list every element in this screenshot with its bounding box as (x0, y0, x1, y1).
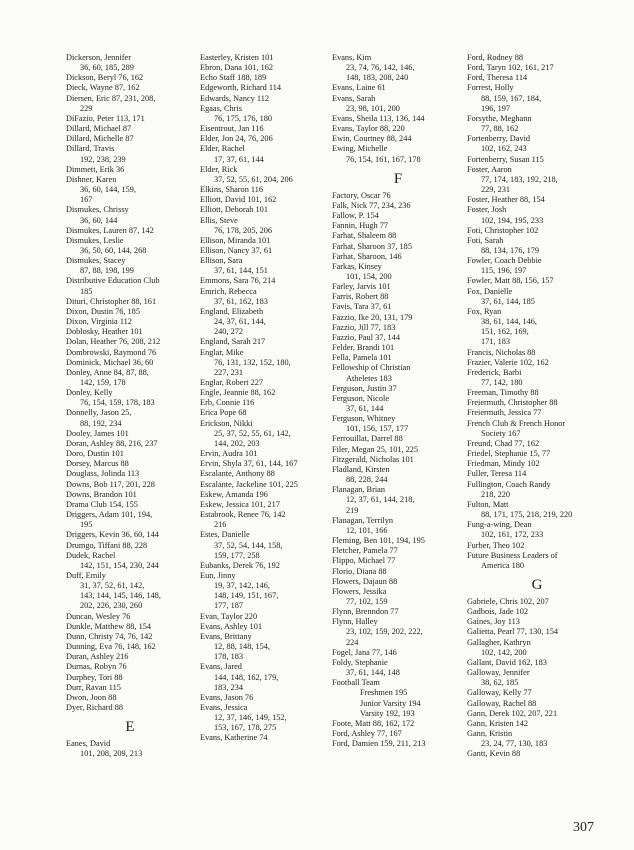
index-entry: Englar, Robert 227 (200, 378, 264, 387)
index-entry: England, Elizabeth (200, 306, 264, 316)
section-letter-heading: G (531, 576, 543, 593)
index-entry-continuation: 115, 196, 197 (481, 266, 527, 276)
index-entry: Farhat, Sharoon, 146 (332, 251, 402, 261)
index-entry: Fox, Ryan (467, 306, 502, 316)
index-entry-continuation: 144, 202, 203 (214, 438, 260, 448)
index-entry: Durphey, Tori 88 (66, 672, 123, 682)
index-entry: Frederick, Barbi (467, 367, 522, 377)
index-entry: Evan, Taylor 220 (200, 611, 258, 621)
index-entry: Ferguson, Justin 37 (332, 383, 397, 393)
index-entry: Farkas, Kinsey (332, 261, 382, 271)
index-entry: Dieck, Wayne 87, 162 (66, 83, 140, 93)
index-entry-continuation: 37, 52, 54, 144, 158, (214, 540, 283, 550)
index-entry: Fulton, Matt (467, 499, 509, 509)
index-entry: Forsythe, Meghann (467, 113, 532, 123)
index-entry: Foti, Christopher 102 (467, 225, 539, 235)
index-entry-continuation: 183, 234 (214, 682, 244, 692)
index-entry-continuation: Society 167 (481, 428, 521, 438)
index-column-4 (467, 53, 607, 759)
index-entry-continuation: 101, 208, 209, 213 (80, 749, 143, 759)
index-entry: Freiermuth, Christopher 88 (467, 398, 558, 408)
index-entry: Engle, Jeannie 88, 162 (200, 388, 276, 398)
index-entry: Duran, Ashley 216 (66, 652, 129, 662)
index-entry-continuation: 77, 88, 162 (481, 124, 519, 134)
index-entry: Galloway, Kelly 77 (467, 688, 532, 698)
index-entry: Flynn, Brenndon 77 (332, 607, 399, 617)
index-entry: Dismukes, Leslie (66, 235, 124, 245)
index-entry: Dixon, Virginia 112 (66, 317, 132, 327)
index-entry: Evans, Taylor 88, 220 (332, 124, 405, 134)
index-entry: Donley, Anne 84, 87, 88, (66, 367, 149, 377)
index-entry-continuation: 229, 231 (481, 185, 511, 195)
index-entry: Ervin, Audra 101 (200, 449, 258, 459)
index-entry: Drama Club 154, 155 (66, 499, 138, 509)
index-entry: Friedman, Mindy 102 (467, 459, 540, 469)
index-entry: Fowler, Coach Debbie (467, 256, 542, 266)
index-entry-continuation: 37, 61, 144 (346, 404, 384, 413)
index-entry: Ewin, Courtney 88, 244 (332, 134, 412, 144)
index-entry: Edgeworth, Richard 114 (200, 83, 282, 93)
index-entry-continuation: 76, 154, 161, 167, 178 (346, 154, 421, 164)
index-entry-continuation: 23, 24, 77, 130, 183 (481, 739, 548, 749)
index-entry: Foldy, Stephanie (332, 657, 388, 667)
index-entry: Elliott, David 101, 162 (200, 195, 277, 205)
index-entry-continuation: 23, 98, 101, 200 (346, 103, 400, 113)
index-entry: Gadbois, Jade 102 (467, 607, 529, 617)
index-entry: Gann, Kristin (467, 729, 513, 738)
index-entry: Downs, Bob 117, 201, 228 (66, 479, 155, 489)
index-entry-continuation: 101, 154, 200 (346, 271, 392, 281)
index-entry: Fuller, Teresa 114 (467, 469, 527, 479)
index-entry: Gabriele, Chris 102, 207 (467, 596, 549, 606)
index-entry: Evans, Brittany (200, 631, 252, 641)
index-entry: Furber, Theo 102 (467, 540, 525, 550)
index-entry-continuation: 36, 60, 144, 159, (80, 185, 137, 195)
index-entry: Dickson, Beryl 76, 162 (66, 73, 144, 83)
index-entry: French Club & French Honor (467, 418, 566, 428)
index-entry: Ferguson, Nicole (332, 393, 389, 403)
index-entry: Gann, Kristen 142 (467, 718, 529, 728)
index-entry: Flanagan, Terrilyn (332, 515, 394, 525)
index-entry-continuation: 195 (80, 520, 93, 530)
index-entry: Durr, Ravan 115 (66, 682, 121, 692)
index-entry-continuation: 143, 144, 145, 146, 148, (80, 591, 161, 601)
index-entry: Factory, Oscar 76 (332, 190, 391, 200)
index-entry-continuation: 37, 61, 144, 151 (214, 266, 268, 276)
index-entry: Fowler, Matt 88, 156, 157 (467, 276, 554, 286)
index-entry-continuation: 171, 183 (481, 337, 511, 347)
index-entry: Foster, Josh (467, 205, 507, 215)
index-entry-continuation: 87, 88, 198, 199 (80, 266, 134, 276)
index-entry: Future Business Leaders of (467, 550, 558, 560)
index-entry: Elkins, Sharon 116 (200, 185, 264, 195)
index-entry: Ellison, Nancy 37, 61 (200, 245, 273, 255)
index-entry-continuation: 76, 154, 159, 178, 183 (80, 398, 155, 408)
index-entry: Ferrouillat, Darrel 88 (332, 434, 403, 444)
index-entry: Gallagher, Kathryn (467, 637, 531, 647)
index-entry-continuation: 12, 37, 146, 149, 152, (214, 713, 287, 723)
index-entry: Evans, Katherine 74 (200, 733, 268, 743)
index-entry-continuation: 76, 175, 176, 180 (214, 113, 273, 123)
index-entry: Donnelly, Jason 25, (66, 408, 132, 418)
index-entry-continuation: 24, 37, 61, 144, (214, 317, 266, 327)
index-entry: Eisentrout, Jan 116 (200, 124, 264, 134)
index-entry: Dixon, Dustin 76, 185 (66, 306, 140, 316)
index-entry-continuation: 76, 131, 132, 152, 180, (214, 357, 291, 367)
index-entry: Fitzgerald, Nicholas 101 (332, 454, 414, 464)
index-entry-continuation: 102, 162, 243 (481, 144, 527, 154)
index-entry-continuation: 23, 74, 76, 142, 146, (346, 63, 415, 73)
index-entry-continuation: 202, 226, 230, 260 (80, 601, 143, 611)
index-entry-continuation: 37, 52, 55, 61, 204, 206 (214, 174, 293, 184)
index-entry-continuation: 192, 238, 239 (80, 154, 126, 164)
index-entry: Doran, Ashley 88, 216, 237 (66, 438, 158, 448)
index-entry: Dunning, Eva 76, 148, 162 (66, 642, 156, 652)
index-entry: Foote, Matt 88, 162, 172 (332, 718, 415, 728)
index-entry: Fortenberry, Susan 115 (467, 154, 544, 164)
index-entry: Douglass, Jolinda 113 (66, 469, 140, 479)
index-entry: Eubanks, Derek 76, 192 (200, 560, 280, 570)
index-entry-continuation: 36, 50, 60, 144, 268 (80, 245, 147, 255)
index-entry: Eun, Jinny (200, 570, 236, 580)
index-entry: Emrich, Rebecca (200, 286, 257, 296)
index-entry: Flowers, Dajaun 88 (332, 576, 398, 586)
index-entry: Dimmett, Erik 36 (66, 164, 125, 174)
index-entry: Evans, Jared (200, 662, 242, 672)
index-entry: Fazzio, Paul 37, 144 (332, 332, 400, 342)
index-entry: Ford, Rodney 88 (467, 53, 524, 62)
index-entry: Dismukes, Lauren 87, 142 (66, 225, 154, 235)
index-entry: Erickson, Nikki (200, 418, 253, 428)
index-entry: Dunn, Christy 74, 76, 142 (66, 631, 153, 641)
index-entry-continuation: 153, 167, 178, 275 (214, 723, 277, 733)
index-entry-continuation: 142, 151, 154, 230, 244 (80, 560, 159, 570)
index-entry: Edwards, Nancy 112 (200, 93, 270, 103)
index-column-1 (66, 53, 194, 759)
index-entry-continuation: 151, 162, 169, (481, 327, 529, 337)
index-entry: Fleming, Ben 101, 194, 195 (332, 536, 425, 546)
index-entry-continuation: 148, 183, 208, 240 (346, 73, 409, 83)
index-entry-continuation: 76, 178, 205, 206 (214, 225, 273, 235)
index-entry-continuation: 177, 187 (214, 601, 244, 611)
index-entry: Galietta, Pearl 77, 130, 154 (467, 627, 559, 637)
index-entry: Erb, Connie 116 (200, 398, 255, 408)
index-entry: Dwon, Joon 88 (66, 692, 117, 702)
index-entry: Fazzio, Jill 77, 183 (332, 322, 396, 332)
index-entry: Dominick, Michael 36, 60 (66, 357, 154, 367)
index-entry: Foster, Heather 88, 154 (467, 195, 545, 205)
index-entry: Ford, Theresa 114 (467, 73, 528, 83)
index-entry: Evans, Laine 61 (332, 83, 386, 93)
index-entry: Dolan, Heather 76, 208, 212 (66, 337, 161, 347)
index-entry-continuation: 17, 37, 61, 144 (214, 154, 264, 164)
index-entry-continuation: 101, 156, 157, 177 (346, 424, 409, 434)
index-entry: Evans, Sarah (332, 93, 376, 103)
index-entry: Ebron, Dana 101, 162 (200, 63, 274, 73)
index-entry: Doblosky, Heather 101 (66, 327, 143, 337)
index-entry: Dickerson, Jennifer (66, 53, 131, 62)
index-entry: Farris, Robert 88 (332, 292, 389, 302)
index-entry: Gann, Derek 102, 207, 221 (467, 708, 558, 718)
index-entry-continuation: 38, 61, 144, 146, (481, 317, 538, 327)
index-entry: Filer, Megan 25, 101, 225 (332, 444, 419, 454)
index-entry-continuation: 102, 161, 172, 233 (481, 530, 544, 540)
index-entry: Farhat, Sharoon 37, 185 (332, 241, 412, 251)
index-entry: Escalante, Jackeline 101, 225 (200, 479, 298, 489)
index-entry: England, Sarah 217 (200, 337, 266, 347)
index-entry: Fullington, Coach Randy (467, 479, 551, 489)
section-letter-heading: E (125, 719, 135, 736)
index-entry-continuation: 219 (346, 505, 359, 515)
index-entry: Evans, Jason 76 (200, 692, 254, 702)
index-entry: Dooley, James 101 (66, 428, 129, 438)
index-entry-continuation: 229 (80, 103, 93, 113)
index-entry-continuation: 12, 37, 61, 144, 218, (346, 495, 415, 505)
index-entry-continuation: 38, 62, 185 (481, 678, 519, 688)
index-entry: Flowers, Jessika (332, 586, 387, 596)
index-entry: Favis, Tara 37, 61 (332, 302, 392, 312)
index-entry: Francis, Nicholas 88 (467, 347, 536, 357)
index-entry: Dishner, Karen (66, 174, 117, 184)
index-entry-continuation: 240, 272 (214, 327, 244, 337)
index-entry-continuation: Varsity 192, 193 (360, 708, 415, 718)
index-entry: Elder, Rachel (200, 144, 245, 154)
index-entry-continuation: 88, 192, 234 (80, 418, 122, 428)
index-entry-continuation: 37, 61, 162, 183 (214, 296, 268, 306)
index-entry-continuation: 19, 37, 142, 146, (214, 581, 271, 591)
index-entry: Evans, Kim (332, 53, 372, 62)
index-entry: Dismukes, Chrissy (66, 205, 129, 215)
index-entry-continuation: 88, 171, 175, 218, 219, 220 (481, 510, 573, 520)
index-entry-continuation: 88, 228, 244 (346, 475, 388, 485)
index-entry-continuation: 77, 174, 183, 192, 218, (481, 174, 558, 184)
index-entry: Dismukes, Stacey (66, 256, 126, 266)
index-entry: Farley, Jarvis 101 (332, 282, 391, 292)
index-entry: Freeman, Timothy 88 (467, 388, 539, 398)
index-entry: Elder, Rick (200, 164, 238, 174)
index-entry-continuation: Atheletes 183 (346, 373, 392, 383)
index-entry: Fortenberry, David (467, 134, 531, 144)
index-entry-continuation: 102, 194, 195, 233 (481, 215, 544, 225)
index-entry: Dyer, Richard 88 (66, 703, 124, 712)
index-entry: Eskew, Jessica 101, 217 (200, 499, 280, 509)
index-entry-continuation: 144, 148, 162, 179, (214, 672, 279, 682)
index-entry-continuation: 185 (80, 286, 93, 296)
index-entry-continuation: 167 (80, 195, 93, 205)
index-entry: Diersen, Eric 87, 231, 208, (66, 93, 156, 103)
index-entry: Drumgo, Tiffani 88, 228 (66, 540, 148, 550)
index-entry: Flynn, Halley (332, 617, 378, 627)
index-entry: Distributive Education Club (66, 276, 160, 286)
index-entry: Fung-a-wing, Dean (467, 520, 532, 530)
index-entry-continuation: 77, 142, 180 (481, 378, 523, 387)
index-entry-continuation: 23, 102, 159, 202, 222, (346, 627, 423, 637)
index-entry: Forrest, Holly (467, 83, 514, 93)
index-entry: Ervin, Shyla 37, 61, 144, 167 (200, 459, 298, 469)
index-entry: Flippo, Michael 77 (332, 556, 396, 566)
index-entry-continuation: America 180 (481, 560, 525, 570)
index-entry: Ferguson, Whitney (332, 414, 396, 424)
index-entry-continuation: 37, 61, 144, 185 (481, 296, 535, 306)
index-entry: Ellison, Miranda 101 (200, 235, 271, 245)
index-entry: Elliott, Deborah 101 (200, 205, 268, 215)
index-entry-continuation: 196, 197 (481, 103, 511, 113)
index-entry: Easterley, Kristen 101 (200, 53, 274, 62)
index-entry: Galloway, Jennifer (467, 668, 530, 678)
index-entry: Escalante, Anthony 88 (200, 469, 275, 479)
index-entry-continuation: 218, 220 (481, 489, 511, 499)
index-entry: Gantt, Kevin 88 (467, 749, 521, 759)
index-entry: Dillard, Michael 87 (66, 124, 132, 134)
index-entry-continuation: 227, 231 (214, 367, 244, 377)
index-entry-continuation: 88, 134, 176, 179 (481, 245, 540, 255)
index-entry-continuation: 36, 60, 144 (80, 215, 118, 225)
index-entry-continuation: Junior Varsity 194 (360, 698, 421, 708)
index-entry: Dunkle, Matthew 88, 154 (66, 621, 152, 631)
index-entry: Driggers, Adam 101, 194, (66, 510, 153, 520)
index-entry: Emmons, Sara 76, 214 (200, 276, 276, 286)
index-entry: Fallow, P. 154 (332, 211, 379, 221)
index-entry: Driggers, Kevin 36, 60, 144 (66, 530, 159, 540)
index-entry: Gaines, Joy 113 (467, 617, 520, 627)
index-entry: Falk, Nick 77, 234, 236 (332, 200, 411, 210)
index-entry: Englar, Mike (200, 347, 244, 357)
index-entry: Ellis, Steve (200, 215, 238, 225)
index-entry: Evans, Jessica (200, 703, 248, 712)
index-entry: Dituri, Christopher 88, 161 (66, 296, 157, 306)
index-entry: Estes, Danielle (200, 530, 250, 540)
index-entry-continuation: 31, 37, 52, 61, 142, (80, 581, 145, 591)
index-entry: Durnas, Robyn 76 (66, 662, 127, 672)
index-column-2 (200, 53, 328, 744)
index-entry-continuation: 148, 149, 151, 167, (214, 591, 279, 601)
index-entry: Florio, Diana 88 (332, 566, 387, 576)
index-entry: Ford, Ashley 77, 167 (332, 729, 402, 738)
index-entry: Ford, Taryn 102, 161, 217 (467, 63, 554, 73)
index-entry: Duff, Emily (66, 570, 106, 580)
index-entry-continuation: 12, 101, 166 (346, 525, 388, 535)
index-entry: Foster, Aaron (467, 164, 512, 174)
index-entry: Ellison, Sara (200, 256, 243, 266)
index-entry: Ewing, Michelle (332, 144, 388, 154)
index-entry-continuation: 224 (346, 637, 359, 647)
index-entry: Echo Staff 188, 189 (200, 73, 267, 83)
index-entry-continuation: 25, 37, 52, 55, 61, 142, (214, 428, 291, 438)
index-entry: Football Team (332, 678, 380, 688)
index-entry: Dombrowski, Raymond 76 (66, 347, 157, 357)
index-entry-continuation: 88, 159, 167, 184, (481, 93, 542, 103)
index-entry: Dillard, Michelle 87 (66, 134, 134, 144)
index-entry: Fogel, Jana 77, 146 (332, 647, 397, 657)
index-entry-continuation: 102, 142, 200 (481, 647, 527, 657)
index-column-3 (332, 53, 464, 749)
section-letter-heading: F (393, 170, 403, 187)
index-entry: Elder, Jon 24, 76, 206 (200, 134, 273, 144)
index-entry: Duncan, Wesley 76 (66, 611, 131, 621)
index-entry: Eskew, Amanda 196 (200, 489, 268, 499)
index-entry: Dillard, Travis (66, 144, 115, 154)
index-entry: Doro, Dustin 101 (66, 449, 124, 459)
index-entry: Erica Pope 68 (200, 408, 247, 418)
index-entry: Friedel, Stephanie 15, 77 (467, 449, 551, 459)
index-entry: Fellowship of Christian (332, 363, 411, 373)
index-entry: Fella, Pamela 101 (332, 353, 392, 363)
index-entry: Galloway, Rachel 88 (467, 698, 537, 708)
index-entry: Evans, Sheila 113, 136, 144 (332, 113, 425, 123)
index-entry: Gallant, David 162, 183 (467, 657, 547, 667)
index-entry-continuation: 36, 60, 185, 289 (80, 63, 134, 73)
index-entry: Freund, Chad 77, 162 (467, 438, 540, 448)
index-entry: Estabrook, Renee 76, 142 (200, 510, 286, 520)
index-entry-continuation: 216 (214, 520, 227, 530)
index-entry: Donley, Kelly (66, 388, 113, 398)
index-entry-continuation: 142, 159, 178 (80, 378, 126, 387)
index-entry: Flanagan, Brian (332, 485, 385, 495)
index-entry-continuation: 159, 177, 258 (214, 550, 260, 560)
index-entry-continuation: 12, 88, 148, 154, (214, 642, 271, 652)
index-entry: Freiermuth, Jessica 77 (467, 408, 542, 418)
index-entry: Dorsey, Marcus 88 (66, 459, 129, 469)
page-number: 307 (573, 820, 594, 835)
index-entry: Fazzio, Ike 20, 131, 179 (332, 312, 413, 322)
index-entry-continuation: Freshmen 195 (360, 688, 408, 698)
index-entry: Frazier, Valerie 102, 162 (467, 357, 549, 367)
index-entry: Fladland, Kirsten (332, 464, 390, 474)
index-entry: Dudek, Rachel (66, 550, 116, 560)
index-entry: DiFazio, Peter 113, 171 (66, 113, 145, 123)
index-entry: Fletcher, Pamela 77 (332, 546, 398, 556)
index-entry-continuation: 77, 102, 159 (346, 596, 388, 606)
index-entry: Downs, Brandon 101 (66, 489, 137, 499)
index-entry: Eanes, David (66, 739, 111, 749)
index-entry: Fannin, Hugh 77 (332, 221, 389, 231)
index-entry-continuation: 37, 61, 144, 148 (346, 668, 400, 678)
index-entry: Farhat, Shaleem 88 (332, 231, 397, 241)
index-entry: Ford, Damien 159, 211, 213 (332, 739, 426, 749)
index-entry: Foti, Sarah (467, 235, 504, 245)
index-entry-continuation: 178, 183 (214, 652, 244, 662)
index-entry: Fox, Danielle (467, 286, 513, 296)
index-entry: Felder, Brandi 101 (332, 343, 395, 353)
index-entry: Egaas, Chris (200, 103, 242, 113)
index-entry: Evans, Ashley 101 (200, 621, 262, 631)
